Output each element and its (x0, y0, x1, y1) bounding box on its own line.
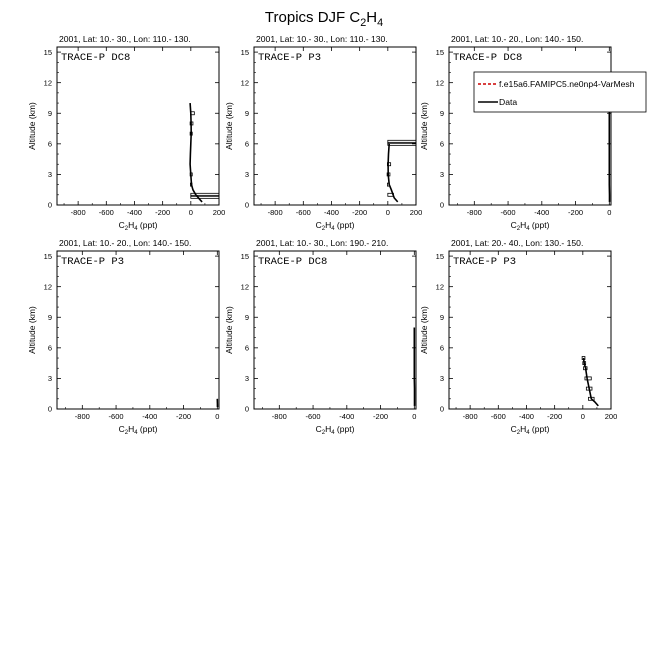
error-bar (388, 142, 416, 145)
x-axis-label: $C_2H_4$ (ppt) (510, 424, 550, 436)
panel-1 (27, 34, 225, 232)
y-tick-label: 9 (439, 108, 444, 118)
y-tick-label: 12 (43, 282, 52, 292)
campaign-label: TRACE-P DC8 (61, 52, 131, 64)
error-bar (191, 195, 219, 198)
plot-frame (449, 251, 611, 409)
y-tick-label: 0 (439, 404, 444, 414)
x-tick-label: -800 (462, 412, 478, 421)
y-axis-label: Altitude (km) (27, 102, 37, 150)
x-tick-label: -200 (155, 208, 171, 217)
y-axis-label: Altitude (km) (419, 306, 429, 354)
panel-6 (419, 238, 617, 436)
x-tick-label: -600 (108, 412, 124, 421)
campaign-label: TRACE-P P3 (61, 256, 125, 268)
y-tick-label: 15 (435, 47, 444, 57)
x-tick-label: -400 (534, 208, 550, 217)
y-tick-label: 0 (47, 404, 52, 414)
campaign-label: TRACE-P P3 (258, 52, 322, 64)
x-axis-label: $C_2H_4$ (ppt) (315, 424, 355, 436)
y-tick-label: 9 (244, 108, 249, 118)
y-tick-label: 3 (439, 170, 444, 180)
panel-3 (419, 34, 611, 232)
y-tick-label: 12 (435, 78, 444, 88)
x-tick-label: -800 (271, 412, 287, 421)
x-tick-label: -400 (126, 208, 142, 217)
x-tick-label: 0 (215, 412, 220, 421)
x-tick-label: -400 (339, 412, 355, 421)
plot-frame (57, 47, 219, 205)
x-tick-label: -200 (547, 412, 563, 421)
panel-2 (224, 34, 422, 232)
y-tick-label: 6 (47, 343, 52, 353)
x-tick-label: -600 (305, 412, 321, 421)
plot-frame (57, 251, 219, 409)
y-tick-label: 0 (47, 200, 52, 210)
x-tick-label: -400 (323, 208, 339, 217)
y-tick-label: 0 (439, 200, 444, 210)
y-tick-label: 12 (43, 78, 52, 88)
y-tick-label: 3 (244, 170, 249, 180)
y-tick-label: 3 (47, 374, 52, 384)
legend-label: Data (499, 97, 518, 107)
panel-header: 2001, Lat: 10.- 30., Lon: 190.- 210. (256, 238, 389, 248)
panel-header: 2001, Lat: 10.- 30., Lon: 110.- 130. (59, 34, 191, 44)
x-tick-label: -200 (176, 412, 192, 421)
data-profile-line (584, 358, 599, 406)
panel-header: 2001, Lat: 10.- 20., Lon: 140.- 150. (451, 34, 584, 44)
y-tick-label: 15 (240, 47, 249, 57)
panel-header: 2001, Lat: 10.- 20., Lon: 140.- 150. (59, 238, 192, 248)
x-tick-label: 0 (412, 412, 417, 421)
x-axis-label: $C_2H_4$ (ppt) (510, 220, 550, 232)
y-tick-label: 0 (244, 200, 249, 210)
x-tick-label: 200 (212, 208, 226, 217)
x-tick-label: 0 (385, 208, 390, 217)
x-tick-label: 200 (409, 208, 423, 217)
y-tick-label: 9 (244, 312, 249, 322)
y-tick-label: 6 (439, 343, 444, 353)
x-axis-label: $C_2H_4$ (ppt) (118, 424, 158, 436)
x-tick-label: -800 (74, 412, 90, 421)
campaign-label: TRACE-P DC8 (258, 256, 328, 268)
x-tick-label: -600 (490, 412, 506, 421)
y-tick-label: 15 (43, 47, 52, 57)
x-tick-label: -600 (500, 208, 516, 217)
x-tick-label: 0 (607, 208, 612, 217)
x-tick-label: -200 (352, 208, 368, 217)
y-tick-label: 15 (240, 251, 249, 261)
y-tick-label: 12 (435, 282, 444, 292)
y-tick-label: 3 (244, 374, 249, 384)
x-tick-label: -400 (518, 412, 534, 421)
x-tick-label: -800 (267, 208, 283, 217)
y-tick-label: 9 (47, 312, 52, 322)
y-tick-label: 0 (244, 404, 249, 414)
campaign-label: TRACE-P P3 (453, 256, 517, 268)
y-axis-label: Altitude (km) (27, 306, 37, 354)
panel-4 (27, 238, 219, 436)
y-tick-label: 15 (43, 251, 52, 261)
x-tick-label: -800 (466, 208, 482, 217)
figure-title: Tropics DJF $C_2H_4$ (264, 9, 384, 29)
panel-5 (224, 238, 416, 436)
x-tick-label: -200 (568, 208, 584, 217)
legend (474, 72, 646, 112)
x-tick-label: -200 (373, 412, 389, 421)
y-tick-label: 6 (244, 343, 249, 353)
y-tick-label: 3 (47, 170, 52, 180)
y-tick-label: 6 (47, 139, 52, 149)
plot-frame (449, 47, 611, 205)
x-tick-label: -400 (142, 412, 158, 421)
y-tick-label: 9 (47, 108, 52, 118)
panel-header: 2001, Lat: 10.- 30., Lon: 110.- 130. (256, 34, 388, 44)
error-bar (388, 140, 416, 143)
plot-frame (254, 47, 416, 205)
y-tick-label: 6 (244, 139, 249, 149)
legend-label: f.e15a6.FAMIPC5.ne0np4-VarMesh (499, 79, 635, 89)
plot-frame (254, 251, 416, 409)
y-axis-label: Altitude (km) (224, 306, 234, 354)
campaign-label: TRACE-P DC8 (453, 52, 523, 64)
y-tick-label: 15 (435, 251, 444, 261)
y-tick-label: 9 (439, 312, 444, 322)
x-tick-label: 200 (604, 412, 618, 421)
y-axis-label: Altitude (km) (224, 102, 234, 150)
data-profile-line (190, 103, 202, 202)
x-tick-label: -600 (98, 208, 114, 217)
y-axis-label: Altitude (km) (419, 102, 429, 150)
x-axis-label: $C_2H_4$ (ppt) (315, 220, 355, 232)
x-tick-label: 0 (188, 208, 193, 217)
y-tick-label: 12 (240, 78, 249, 88)
x-tick-label: -800 (70, 208, 86, 217)
y-tick-label: 12 (240, 282, 249, 292)
y-tick-label: 6 (439, 139, 444, 149)
panel-header: 2001, Lat: 20.- 40., Lon: 130.- 150. (451, 238, 584, 248)
x-axis-label: $C_2H_4$ (ppt) (118, 220, 158, 232)
y-tick-label: 3 (439, 374, 444, 384)
x-tick-label: -600 (295, 208, 311, 217)
x-tick-label: 0 (580, 412, 585, 421)
